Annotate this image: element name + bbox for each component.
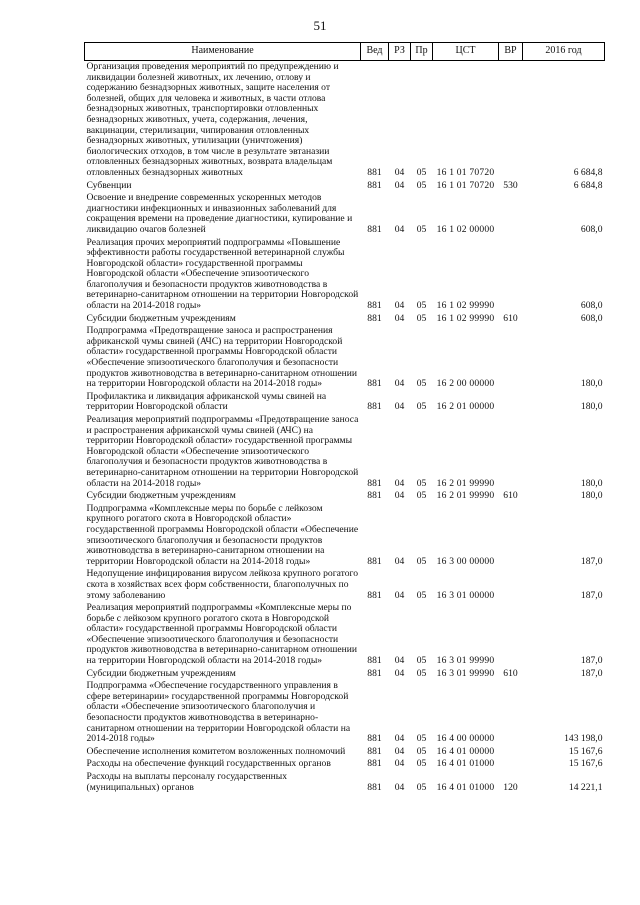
row-ved: 881 — [367, 589, 382, 601]
row-vr — [499, 503, 523, 569]
budget-table — [84, 42, 605, 794]
row-name: Расходы на обеспечение функций государственных органов — [86, 758, 331, 770]
row-vr: 120 — [503, 781, 518, 793]
header-year: 2016 год — [523, 43, 605, 61]
row-vr: 610 — [503, 312, 518, 324]
row-rz: 04 — [394, 166, 405, 178]
row-amount: 15 167,6 — [568, 745, 603, 757]
row-vr: 610 — [503, 490, 518, 502]
table-header-row — [85, 43, 605, 61]
row-cst: 16 3 01 99990 — [436, 667, 495, 679]
row-vr — [499, 414, 523, 490]
row-vr — [499, 325, 523, 391]
table-row — [85, 503, 605, 569]
header-name: Наименование — [85, 43, 361, 61]
row-name: Обеспечение исполнения комитетом возложенных полномочий — [86, 745, 346, 757]
row-rz: 04 — [394, 477, 405, 489]
header-rz: РЗ — [389, 43, 411, 61]
row-name: Подпрограмма «Обеспечение государственного управления в сфере ветеринарии» государственной программы Новгородской области «Обеспечение эпизоотического благополучия и безопасности продуктов животноводства в ветеринарно-санитарном отношении на территории Новгородской области на 2014-2018 годы» — [86, 680, 351, 745]
row-cst: 16 4 01 01000 — [436, 758, 495, 770]
row-rz: 04 — [394, 401, 405, 413]
row-ved: 881 — [367, 401, 382, 413]
table-row — [85, 746, 605, 759]
row-pr: 05 — [416, 781, 427, 793]
row-amount: 14 221,1 — [568, 781, 603, 793]
row-name: Субвенции — [86, 179, 132, 191]
row-name: Реализация прочих мероприятий подпрограммы «Повышение эффективности работы государственной ветеринарной службы Новгородской области» государственной программы Новгородской области «Обеспечение эпизоотического благополучия и безопасности продуктов животноводства в ветеринарно-санитарном отношении на территории Новгородской области на 2014-2018 годы» — [86, 236, 359, 312]
row-name: Подпрограмма «Комплексные меры по борьбе с лейкозом крупного рогатого скота в Новгородской области» государственной программы Новгородской области «Обеспечение эпизоотического благополучия и безопасности продуктов животноводства в ветеринарно-санитарном отношении на территории Новгородской области на 2014-2018 годы» — [86, 502, 359, 567]
row-name: Недопущение инфицирования вирусом лейкоза крупного рогатого скота в хозяйствах всех форм собственности, благополучных по этому заболеванию — [86, 568, 359, 601]
row-name: Реализация мероприятий подпрограммы «Комплексные меры по борьбе с лейкозом крупного рогатого скота в Новгородской области» государственной программы Новгородской области «Обеспечение эпизоотического благополучия и безопасности продуктов животноводства в ветеринарно-санитарном отношении на территории Новгородской области на 2014-2018 годы» — [86, 602, 358, 667]
row-amount: 187,0 — [580, 555, 603, 567]
row-name: Субсидии бюджетным учреждениям — [86, 312, 236, 324]
row-ved: 881 — [367, 166, 382, 178]
row-vr — [499, 758, 523, 771]
row-pr: 05 — [416, 655, 427, 667]
row-vr — [499, 61, 523, 180]
header-cst: ЦСТ — [433, 43, 499, 61]
row-name: Субсидии бюджетным учреждениям — [86, 667, 236, 679]
row-rz: 04 — [394, 312, 405, 324]
row-ved: 881 — [367, 378, 382, 390]
table-row — [85, 568, 605, 602]
row-vr — [499, 568, 523, 602]
row-pr: 05 — [416, 312, 427, 324]
row-rz: 04 — [394, 781, 405, 793]
row-ved: 881 — [367, 490, 382, 502]
row-amount: 6 684,8 — [573, 166, 603, 178]
row-vr — [499, 602, 523, 668]
row-amount: 608,0 — [580, 300, 603, 312]
table-row — [85, 758, 605, 771]
page-number: 51 — [313, 18, 327, 33]
row-cst: 16 3 01 00000 — [436, 589, 495, 601]
row-pr: 05 — [416, 166, 427, 178]
row-vr — [499, 746, 523, 759]
row-name: Организация проведения мероприятий по предупреждению и ликвидации болезней животных, их лечению, отлову и содержанию безнадзорных животных, защите населения от болезней, общих для человека и животных, в части отлова безнадзорных животных, транспортировки отловленных безнадзорных животных, учета, содержания, лечения, вакцинации, стерилизации, чипирования отловленных безнадзорных животных, утилизации (уничтожения) биологических отходов, в том числе в результате эвтаназии отловленных безнадзорных животных, возврата владельцам отловленных безнадзорных животных — [86, 61, 339, 178]
row-rz: 04 — [394, 223, 405, 235]
table-row — [85, 771, 605, 794]
row-ved: 881 — [367, 733, 382, 745]
row-pr: 05 — [416, 477, 427, 489]
row-vr — [499, 391, 523, 414]
row-rz: 04 — [394, 655, 405, 667]
row-cst: 16 1 01 70720 — [436, 179, 495, 191]
header-ved: Вед — [361, 43, 389, 61]
row-amount: 180,0 — [580, 401, 603, 413]
row-pr: 05 — [416, 589, 427, 601]
row-amount: 608,0 — [580, 312, 603, 324]
row-amount: 143 198,0 — [564, 733, 603, 745]
row-name: Профилактика и ликвидация африканской чумы свиней на территории Новгородской области — [86, 390, 327, 413]
row-pr: 05 — [416, 490, 427, 502]
row-cst: 16 4 00 00000 — [436, 733, 495, 745]
row-vr: 610 — [503, 667, 518, 679]
row-ved: 881 — [367, 312, 382, 324]
row-rz: 04 — [394, 745, 405, 757]
row-pr: 05 — [416, 758, 427, 770]
row-rz: 04 — [394, 300, 405, 312]
row-cst: 16 2 01 99990 — [436, 477, 495, 489]
row-cst: 16 2 00 00000 — [436, 378, 495, 390]
row-ved: 881 — [367, 223, 382, 235]
row-name: Субсидии бюджетным учреждениям — [86, 490, 236, 502]
row-ved: 881 — [367, 781, 382, 793]
table-row — [85, 192, 605, 236]
row-pr: 05 — [416, 401, 427, 413]
row-cst: 16 2 01 99990 — [436, 490, 495, 502]
row-amount: 15 167,6 — [568, 758, 603, 770]
row-cst: 16 4 01 01000 — [436, 781, 495, 793]
row-cst: 16 1 02 99990 — [436, 312, 495, 324]
row-rz: 04 — [394, 589, 405, 601]
row-rz: 04 — [394, 179, 405, 191]
header-vr: ВР — [499, 43, 523, 61]
row-rz: 04 — [394, 758, 405, 770]
row-ved: 881 — [367, 745, 382, 757]
row-amount: 180,0 — [580, 477, 603, 489]
table-row — [85, 237, 605, 313]
row-amount: 180,0 — [580, 490, 603, 502]
row-amount: 187,0 — [580, 667, 603, 679]
row-cst: 16 4 01 00000 — [436, 745, 495, 757]
row-ved: 881 — [367, 300, 382, 312]
row-pr: 05 — [416, 555, 427, 567]
row-rz: 04 — [394, 378, 405, 390]
table-row — [85, 414, 605, 490]
row-name: Подпрограмма «Предотвращение заноса и распространения африканской чумы свиней (АЧС) на территории Новгородской области» государственной программы Новгородской области «Обеспечение эпизоотического благополучия и безопасности продуктов животноводства в ветеринарно-санитарном отношении на территории Новгородской области на 2014-2018 годы» — [86, 325, 358, 390]
row-cst: 16 3 01 99990 — [436, 655, 495, 667]
row-cst: 16 3 00 00000 — [436, 555, 495, 567]
row-ved: 881 — [367, 179, 382, 191]
row-ved: 881 — [367, 477, 382, 489]
row-amount: 187,0 — [580, 589, 603, 601]
table-row — [85, 490, 605, 503]
row-pr: 05 — [416, 223, 427, 235]
row-amount: 608,0 — [580, 223, 603, 235]
header-pr: Пр — [411, 43, 433, 61]
row-ved: 881 — [367, 555, 382, 567]
row-rz: 04 — [394, 667, 405, 679]
row-pr: 05 — [416, 745, 427, 757]
table-row — [85, 180, 605, 193]
table-row — [85, 61, 605, 180]
table-row — [85, 391, 605, 414]
row-vr — [499, 192, 523, 236]
row-vr: 530 — [503, 179, 518, 191]
row-amount: 6 684,8 — [573, 179, 603, 191]
row-ved: 881 — [367, 667, 382, 679]
row-rz: 04 — [394, 733, 405, 745]
row-rz: 04 — [394, 555, 405, 567]
row-rz: 04 — [394, 490, 405, 502]
row-pr: 05 — [416, 733, 427, 745]
row-cst: 16 1 02 99990 — [436, 300, 495, 312]
table-row — [85, 325, 605, 391]
row-ved: 881 — [367, 758, 382, 770]
row-amount: 180,0 — [580, 378, 603, 390]
row-pr: 05 — [416, 179, 427, 191]
row-pr: 05 — [416, 667, 427, 679]
row-cst: 16 1 02 00000 — [436, 223, 495, 235]
row-name: Расходы на выплаты персоналу государственных (муниципальных) органов — [86, 771, 288, 793]
table-row — [85, 313, 605, 326]
row-name: Реализация мероприятий подпрограммы «Предотвращение заноса и распространения африканской чумы свиней (АЧС) на территории Новгородской области» государственной программы Новгородской области «Обеспечение эпизоотического благополучия и безопасности продуктов животноводства в ветеринарно-санитарном отношении на территории Новгородской области на 2014-2018 годы» — [86, 414, 359, 489]
table-row — [85, 668, 605, 681]
row-vr — [499, 237, 523, 313]
row-pr: 05 — [416, 378, 427, 390]
row-amount: 187,0 — [580, 655, 603, 667]
row-cst: 16 1 01 70720 — [436, 166, 495, 178]
table-row — [85, 602, 605, 668]
row-vr — [499, 680, 523, 746]
row-name: Освоение и внедрение современных ускоренных методов диагностики инфекционных и инвазионных заболеваний для сокращения времени на проведение диагностики, купирование и ликвидацию очагов болезней — [86, 192, 353, 235]
table-row — [85, 680, 605, 746]
row-ved: 881 — [367, 655, 382, 667]
row-cst: 16 2 01 00000 — [436, 401, 495, 413]
row-pr: 05 — [416, 300, 427, 312]
